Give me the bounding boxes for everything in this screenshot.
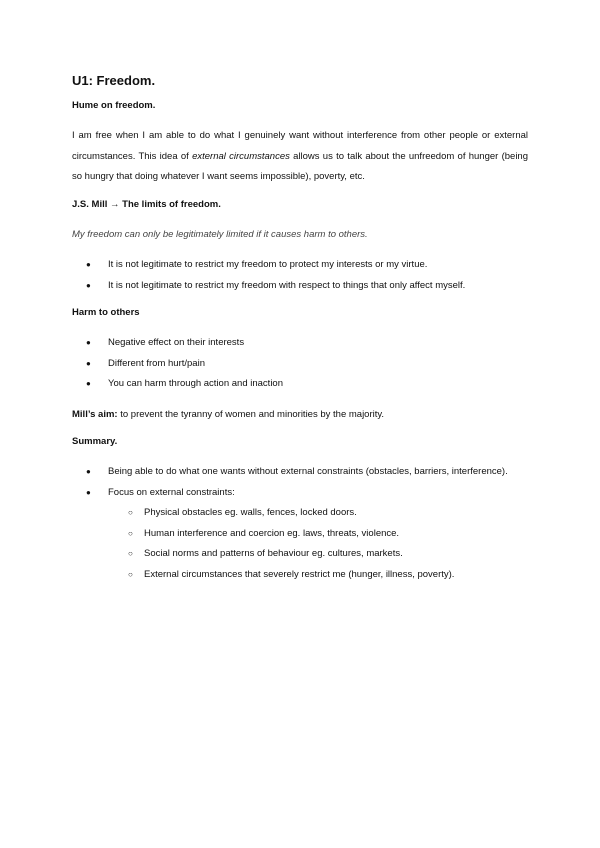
mill-bullets [72, 255, 528, 296]
summary-heading: Summary. [72, 436, 118, 447]
sub-list-item: ○ External circumstances that severely restrict me (hunger, illness, poverty). [72, 565, 528, 586]
page-title: U1: Freedom. [72, 73, 156, 88]
harm-heading: Harm to others [72, 307, 140, 318]
mill-heading: J.S. Mill → The limits of freedom. [72, 198, 221, 210]
hume-heading: Hume on freedom. [72, 100, 156, 111]
hume-text-a: I am free when I am able to do what I genuinely want without interference from other people or external circumstances. This idea of [72, 130, 528, 162]
sub-list-item: ○ Physical obstacles eg. walls, fences, locked doors. [72, 503, 528, 524]
hume-paragraph [72, 126, 528, 188]
mill-aim-label: Mill’s aim: [72, 408, 118, 420]
hume-text-b: allows us to talk about the unfreedom of hunger (being so hungry that doing whatever I want seems impossible), poverty, etc. [72, 150, 528, 182]
list-item: ● Different from hurt/pain [72, 354, 528, 375]
mill-aim-text: to prevent the tyranny of women and minorities by the majority. [117, 408, 385, 420]
hume-emphasis: external circumstances [192, 150, 290, 162]
sub-list-item: ○ Human interference and coercion eg. laws, threats, violence. [72, 524, 528, 545]
list-item: ● You can harm through action and inaction [72, 374, 528, 395]
list-item: ● It is not legitimate to restrict my freedom to protect my interests or my virtue. [72, 255, 528, 276]
list-item: ● It is not legitimate to restrict my freedom with respect to things that only affect myself. [72, 276, 528, 297]
list-item: ● Being able to do what one wants without external constraints (obstacles, barriers, interference). [72, 462, 528, 483]
sub-list-item: ○ Social norms and patterns of behaviour eg. cultures, markets. [72, 544, 528, 565]
list-item: ● Negative effect on their interests [72, 333, 528, 354]
mill-quote: My freedom can only be legitimately limited if it causes harm to others. [72, 228, 368, 240]
summary-bullets [72, 462, 528, 585]
summary-bullet-2-text: Focus on external constraints: [108, 486, 235, 498]
list-item [72, 483, 528, 586]
harm-bullets [72, 333, 528, 395]
mill-aim [72, 405, 528, 426]
document-page [72, 72, 528, 585]
summary-sub-bullets [108, 503, 528, 585]
